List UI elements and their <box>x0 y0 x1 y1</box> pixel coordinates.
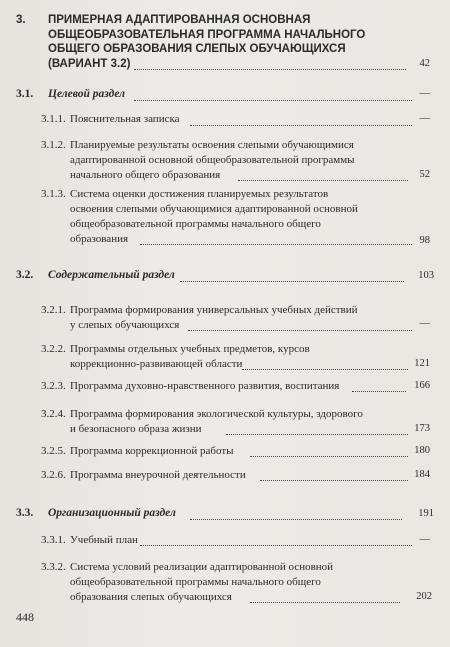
page-ref: 180 <box>414 445 430 456</box>
chapter-title-line-3: ОБЩЕГО ОБРАЗОВАНИЯ СЛЕПЫХ ОБУЧАЮЩИХСЯ <box>48 43 346 55</box>
dot-leader <box>242 369 408 370</box>
item-number: 3.1.2. <box>41 139 66 151</box>
item-title-line-1: Система оценки достижения планируемых результатов <box>70 188 329 200</box>
item-title-line-1: Планируемые результаты освоения слепыми обучающимися <box>70 139 354 151</box>
item-title-line-1: Пояснительная записка <box>70 113 180 125</box>
dot-leader <box>190 125 412 126</box>
page-ref: 103 <box>418 270 434 281</box>
chapter-title-line-4: (ВАРИАНТ 3.2) <box>48 57 131 70</box>
section-number: 3.3. <box>16 507 34 519</box>
dot-leader <box>134 69 406 70</box>
section-number: 3.1. <box>16 88 34 100</box>
chapter-number: 3. <box>16 14 26 26</box>
section-title: Содержательный раздел <box>48 269 175 281</box>
item-number: 3.2.1. <box>41 304 66 316</box>
dot-leader <box>238 180 408 181</box>
item-title-line-1: Программы отдельных учебных предметов, курсов <box>70 343 310 355</box>
dot-leader <box>250 456 408 457</box>
item-number: 3.1.3. <box>41 188 66 200</box>
item-title-line-3: образования слепых обучающихся <box>70 591 232 603</box>
dot-leader <box>250 602 400 603</box>
dot-leader <box>190 519 402 520</box>
item-title-line-1: Система условий реализации адаптированной основной <box>70 561 334 573</box>
item-number: 3.2.2. <box>41 343 66 355</box>
page-ref: — <box>419 318 430 329</box>
item-number: 3.1.1. <box>41 113 66 125</box>
item-number: 3.2.4. <box>41 408 66 420</box>
item-number: 3.3.2. <box>41 561 66 573</box>
bleed-through-text <box>150 40 440 600</box>
item-number: 3.3.1. <box>41 534 66 546</box>
page-ref: 202 <box>416 591 432 602</box>
page-ref: — <box>419 88 430 99</box>
item-title-line-1: Программа духовно-нравственного развития, воспитания <box>70 380 340 392</box>
page-ref: — <box>419 113 430 124</box>
section-number: 3.2. <box>16 269 34 281</box>
item-title-line-1: Учебный план <box>70 534 138 546</box>
item-title-line-2: коррекционно-развивающей области <box>70 358 243 370</box>
item-title-line-1: Программа коррекционной работы <box>70 445 234 457</box>
section-title: Организационный раздел <box>48 507 176 519</box>
item-title-line-2: у слепых обучающихся <box>70 319 180 331</box>
dot-leader <box>352 391 406 392</box>
item-title-line-2: общеобразовательной программы начального общего <box>70 576 321 588</box>
dot-leader <box>188 330 412 331</box>
item-number: 3.2.3. <box>41 380 66 392</box>
item-title-line-2: адаптированной основной общеобразовательной программы <box>70 154 355 166</box>
dot-leader <box>226 434 408 435</box>
dot-leader <box>140 244 412 245</box>
page-ref: 121 <box>414 358 430 369</box>
item-title-line-2: и безопасного образа жизни <box>70 423 202 435</box>
page-ref: 98 <box>419 235 430 246</box>
page-ref: 42 <box>419 58 430 69</box>
item-title-line-1: Программа внеурочной деятельности <box>70 469 246 481</box>
page-ref: 184 <box>414 469 430 480</box>
item-title-line-4: образования <box>70 233 129 245</box>
dot-leader <box>260 480 408 481</box>
item-title-line-2: освоения слепыми обучающимися адаптированной основной <box>70 203 358 215</box>
page-ref: — <box>419 534 430 545</box>
chapter-title-line-1: ПРИМЕРНАЯ АДАПТИРОВАННАЯ ОСНОВНАЯ <box>48 14 311 26</box>
page-ref: 173 <box>414 423 430 434</box>
item-number: 3.2.6. <box>41 469 66 481</box>
section-title: Целевой раздел <box>48 88 126 100</box>
item-title-line-3: начального общего образования <box>70 169 221 181</box>
page-ref: 52 <box>419 169 430 180</box>
dot-leader <box>180 281 404 282</box>
dot-leader <box>140 545 412 546</box>
item-number: 3.2.5. <box>41 445 66 457</box>
chapter-title-line-2: ОБЩЕОБРАЗОВАТЕЛЬНАЯ ПРОГРАММА НАЧАЛЬНОГО <box>48 28 366 41</box>
dot-leader <box>134 100 412 101</box>
item-title-line-1: Программа формирования экологической культуры, здорового <box>70 408 363 420</box>
page-ref: 191 <box>418 508 434 519</box>
item-title-line-3: общеобразовательной программы начального общего <box>70 218 321 230</box>
item-title-line-1: Программа формирования универсальных учебных действий <box>70 304 358 316</box>
page-ref: 166 <box>414 380 430 391</box>
page-number: 448 <box>16 610 34 624</box>
